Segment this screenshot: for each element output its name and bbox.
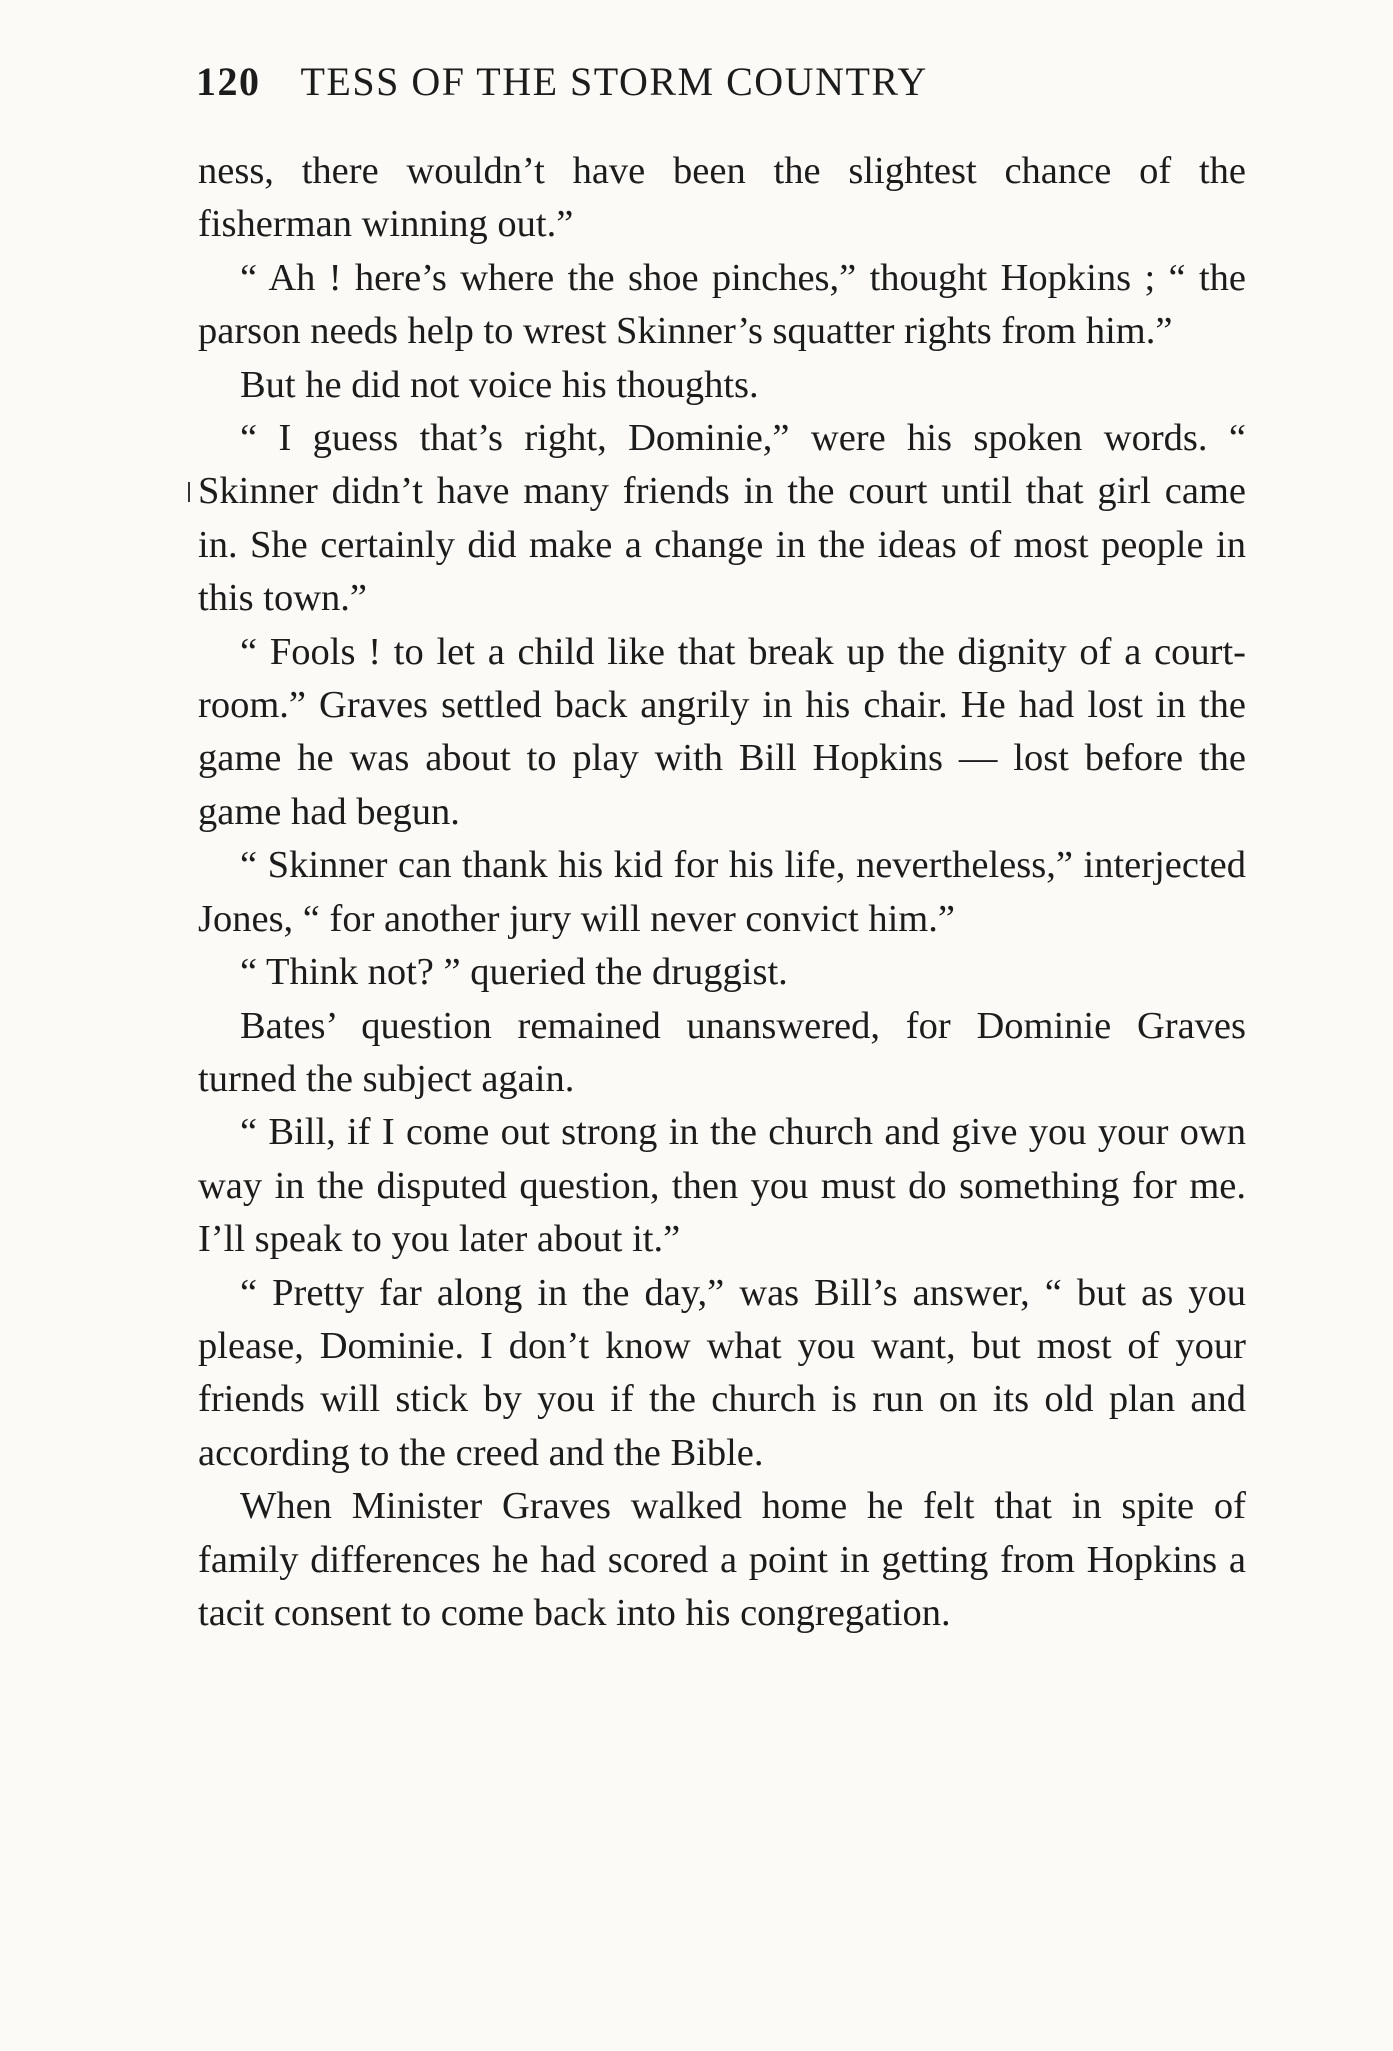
page-number: 120 [196, 59, 261, 104]
paragraph: But he did not voice his thoughts. [240, 363, 759, 406]
paragraph: “ Ah ! here’s where the shoe pinches,” thought Hopkins ; “ the parson needs help to wrest Skinner’s squatter rights from him.” [198, 256, 1246, 353]
paragraph: When Minister Graves walked home he felt that in spite of family differences he had scored a point in getting from Hopkins a tacit consent to come back into his congregation. [198, 1485, 1246, 1634]
paragraph: “ Skinner can thank his kid for his life, nevertheless,” interjected Jones, “ for another jury will never convict him.” [198, 844, 1246, 940]
paragraph: ness, there wouldn’t have been the slightest chance of the fisherman winning out.” [198, 150, 1246, 246]
body-text [198, 145, 1246, 1640]
paragraph: “ I guess that’s right, Dominie,” were his spoken words. “ Skinner didn’t have many friends in the court until that girl came in. She certainly did make a change in the ideas of most people in this town.” [198, 417, 1246, 620]
running-head [196, 58, 1246, 118]
paragraph: “ Pretty far along in the day,” was Bill’s answer, “ but as you please, Dominie. I don’t know what you want, but most of your friends will stick by you if the church is run on its old plan and according to the creed and the Bible. [198, 1271, 1246, 1474]
paragraph: Bates’ question remained unanswered, for Dominie Graves turned the subject again. [198, 1004, 1246, 1100]
margin-mark [188, 482, 190, 502]
paragraph: “ Think not? ” queried the druggist. [240, 951, 788, 994]
paragraph: “ Fools ! to let a child like that break up the dignity of a court-room.” Graves settled back angrily in his chair. He had lost in the game he was about to play with Bill Hopkins — lost before the game had begun. [198, 630, 1246, 833]
running-title: TESS OF THE STORM COUNTRY [300, 59, 928, 104]
paragraph: “ Bill, if I come out strong in the church and give you your own way in the disputed question, then you must do something for me. I’ll speak to you later about it.” [198, 1111, 1246, 1261]
